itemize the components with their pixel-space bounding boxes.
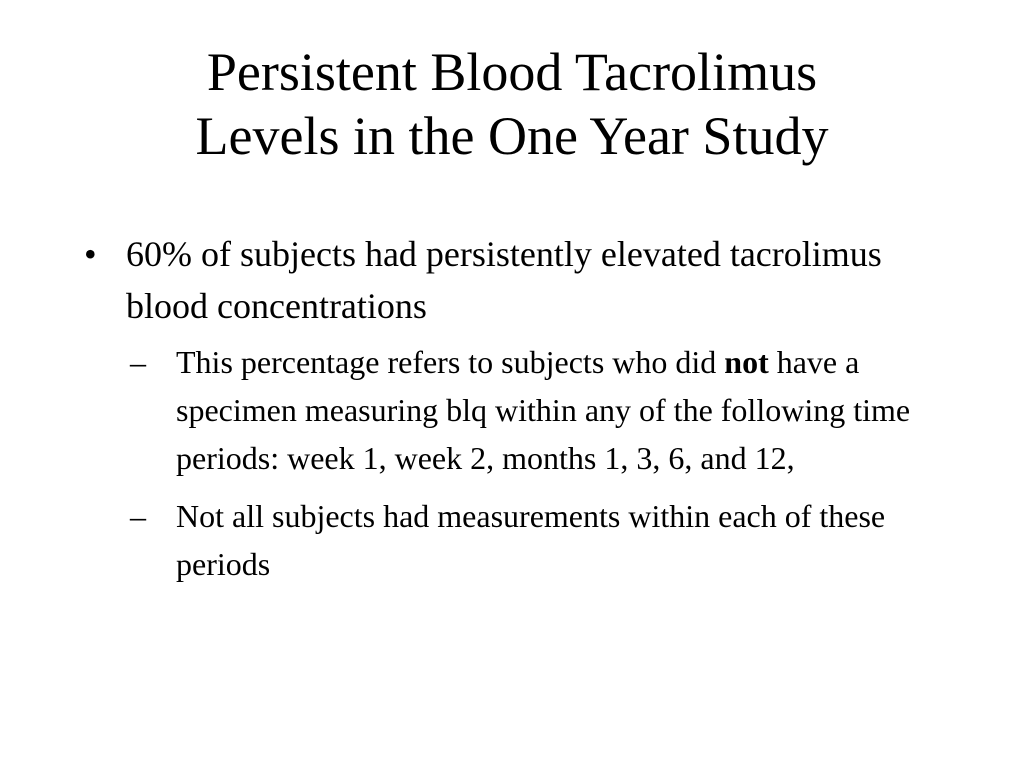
sub-bullet-item-2 (130, 492, 944, 588)
sub-bullet-text: Not all subjects had measurements within each of these periods (176, 498, 886, 582)
title-line-1: Persistent Blood Tacrolimus (206, 42, 818, 102)
bullet-list (84, 228, 944, 598)
dash-marker: – (130, 498, 146, 534)
sub-bullet-bold-text: not (724, 344, 769, 380)
sub-bullet-item-1 (130, 338, 944, 482)
dash-marker: – (130, 344, 146, 380)
sub-bullet-list (126, 338, 944, 588)
bullet-marker: • (84, 234, 97, 274)
sub-bullet-text-end: have a specimen measuring blq within any of the following time periods: week 1, week 2, months 1, 3, 6, and 12, (176, 344, 911, 476)
slide-title (0, 40, 1024, 168)
bullet-text: 60% of subjects had persistently elevated tacrolimus blood concentrations (126, 234, 882, 326)
title-line-2: Levels in the One Year Study (195, 106, 829, 166)
sub-bullet-text-start: This percentage refers to subjects who did (176, 344, 725, 380)
bullet-item (84, 228, 944, 588)
